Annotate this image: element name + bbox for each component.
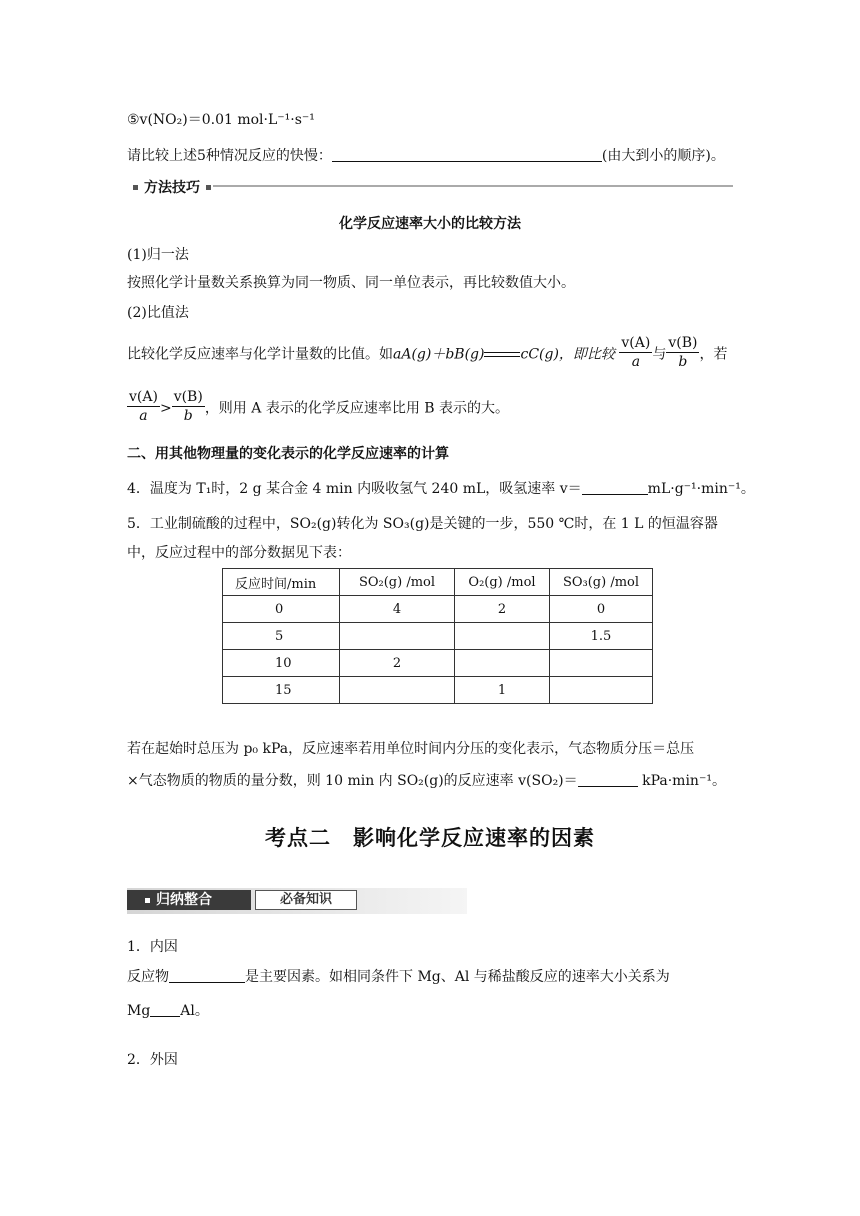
- table-row: [223, 650, 653, 677]
- method1-title: (1)归一法: [127, 247, 189, 263]
- frac-numerator: v(A): [621, 335, 651, 351]
- method2-text: [127, 336, 727, 373]
- item-5: ⑤v(NO₂)＝0.01 mol·L⁻¹·s⁻¹: [127, 112, 315, 128]
- table-cell: [340, 623, 455, 650]
- conclusion-text: ，则用 A 表示的化学反应速率比用 B 表示的大。: [204, 400, 510, 417]
- point-2-title: 2．外因: [127, 1052, 178, 1068]
- table-cell: 15: [223, 677, 340, 704]
- table-row: [223, 596, 653, 623]
- question-4: [127, 478, 755, 498]
- p1-text-d: Al。: [180, 1003, 209, 1019]
- equilibrium-arrow-icon: [484, 351, 520, 359]
- divider: [213, 185, 733, 187]
- table-cell: 5: [223, 623, 340, 650]
- compare-prompt-text: 请比较上述5种情况反应的快慢：: [127, 148, 332, 164]
- method2-conclusion: [127, 390, 509, 427]
- q5-after2-a: ×气态物质的物质的量分数，则 10 min 内 SO₂(g)的反应速率 v(SO₂)＝: [127, 773, 578, 789]
- column-header: O₂(g) /mol: [455, 569, 550, 596]
- table-row: [223, 677, 653, 704]
- fraction-vb-over-b: [172, 388, 205, 425]
- frac-numerator: v(B): [173, 389, 203, 405]
- q4-text-a: 4．温度为 T₁时，2 g 某合金 4 min 内吸收氢气 240 mL，吸氢速率 v＝: [127, 481, 582, 497]
- section-2-title: 二、用其他物理量的变化表示的化学反应速率的计算: [127, 446, 449, 462]
- method-tips-bar: [127, 177, 733, 195]
- method-tips-title: 方法技巧: [144, 180, 200, 196]
- banner: [127, 888, 467, 914]
- frac-denominator: a: [139, 408, 148, 424]
- table-cell: [550, 677, 653, 704]
- section-heading: 考点二 影响化学反应速率的因素: [265, 826, 595, 850]
- table-row: [223, 623, 653, 650]
- table-cell: 4: [340, 596, 455, 623]
- banner-left-label: 归纳整合: [156, 892, 212, 908]
- table-cell: 1.5: [550, 623, 653, 650]
- frac-denominator: b: [678, 354, 688, 370]
- table-cell: 2: [455, 596, 550, 623]
- frac-denominator: b: [183, 408, 193, 424]
- with-text: 与: [652, 346, 667, 363]
- column-header: 反应时间/min: [223, 569, 340, 596]
- data-table: [222, 568, 653, 704]
- q4-text-b: mL·g⁻¹·min⁻¹。: [647, 481, 755, 497]
- p1-text-a: 反应物: [127, 969, 169, 985]
- p1-text-c: Mg: [127, 1003, 151, 1019]
- table-header-row: [223, 569, 653, 596]
- banner-left: [127, 890, 251, 910]
- fraction-va-over-a: [127, 388, 160, 425]
- compare-prompt: [127, 145, 725, 165]
- method2-title: (2)比值法: [127, 305, 189, 321]
- table-cell: 0: [550, 596, 653, 623]
- table-cell: [455, 623, 550, 650]
- method2-text-a: 比较化学反应速率与化学计量数的比值。如: [127, 346, 393, 363]
- column-header: SO₃(g) /mol: [550, 569, 653, 596]
- question-5-after2: [127, 770, 726, 790]
- answer-blank[interactable]: [150, 1002, 180, 1017]
- method1-text: 按照化学计量数关系换算为同一物质、同一单位表示，再比较数值大小。: [127, 275, 575, 291]
- square-bullet-icon: [206, 185, 211, 190]
- question-5-line2: 中，反应过程中的部分数据见下表：: [127, 545, 351, 561]
- square-bullet-icon: [145, 898, 150, 903]
- reaction-left: aA(g)＋bB(g): [393, 346, 485, 363]
- table-cell: 2: [340, 650, 455, 677]
- method-heading: 化学反应速率大小的比较方法: [339, 216, 521, 232]
- table-cell: 0: [223, 596, 340, 623]
- q5-after2-b: kPa·min⁻¹。: [637, 773, 726, 789]
- banner-right-label: 必备知识: [255, 890, 357, 910]
- table-cell: [455, 650, 550, 677]
- question-5-after1: 若在起始时总压为 p₀ kPa，反应速率若用单位时间内分压的变化表示，气态物质分压＝总压: [127, 741, 695, 757]
- table-cell: 1: [455, 677, 550, 704]
- table-cell: [340, 677, 455, 704]
- column-header: SO₂(g) /mol: [340, 569, 455, 596]
- fraction-vb-over-b: [666, 334, 699, 371]
- compare-suffix: (由大到小的顺序)。: [601, 148, 725, 164]
- table-cell: [550, 650, 653, 677]
- point-1-text: [127, 966, 670, 986]
- reaction-right: cC(g)，即比较: [520, 346, 615, 363]
- frac-numerator: v(B): [668, 335, 698, 351]
- point-1-title: 1．内因: [127, 939, 178, 955]
- answer-blank[interactable]: [582, 480, 648, 495]
- greater-than: >: [159, 400, 172, 417]
- answer-blank[interactable]: [332, 147, 602, 162]
- square-bullet-icon: [133, 185, 138, 190]
- table-cell: 10: [223, 650, 340, 677]
- frac-denominator: a: [631, 354, 641, 370]
- frac-numerator: v(A): [129, 389, 158, 405]
- question-5-line1: 5．工业制硫酸的过程中，SO₂(g)转化为 SO₃(g)是关键的一步，550 ℃时，在 1 L 的恒温容器: [127, 516, 718, 532]
- answer-blank[interactable]: [169, 968, 245, 983]
- fraction-va-over-a: [619, 334, 652, 371]
- if-text: ，若: [699, 346, 728, 363]
- p1-text-b: 是主要因素。如相同条件下 Mg、Al 与稀盐酸反应的速率大小关系为: [245, 969, 670, 985]
- answer-blank[interactable]: [578, 772, 638, 787]
- point-1-text-2: [127, 1000, 209, 1020]
